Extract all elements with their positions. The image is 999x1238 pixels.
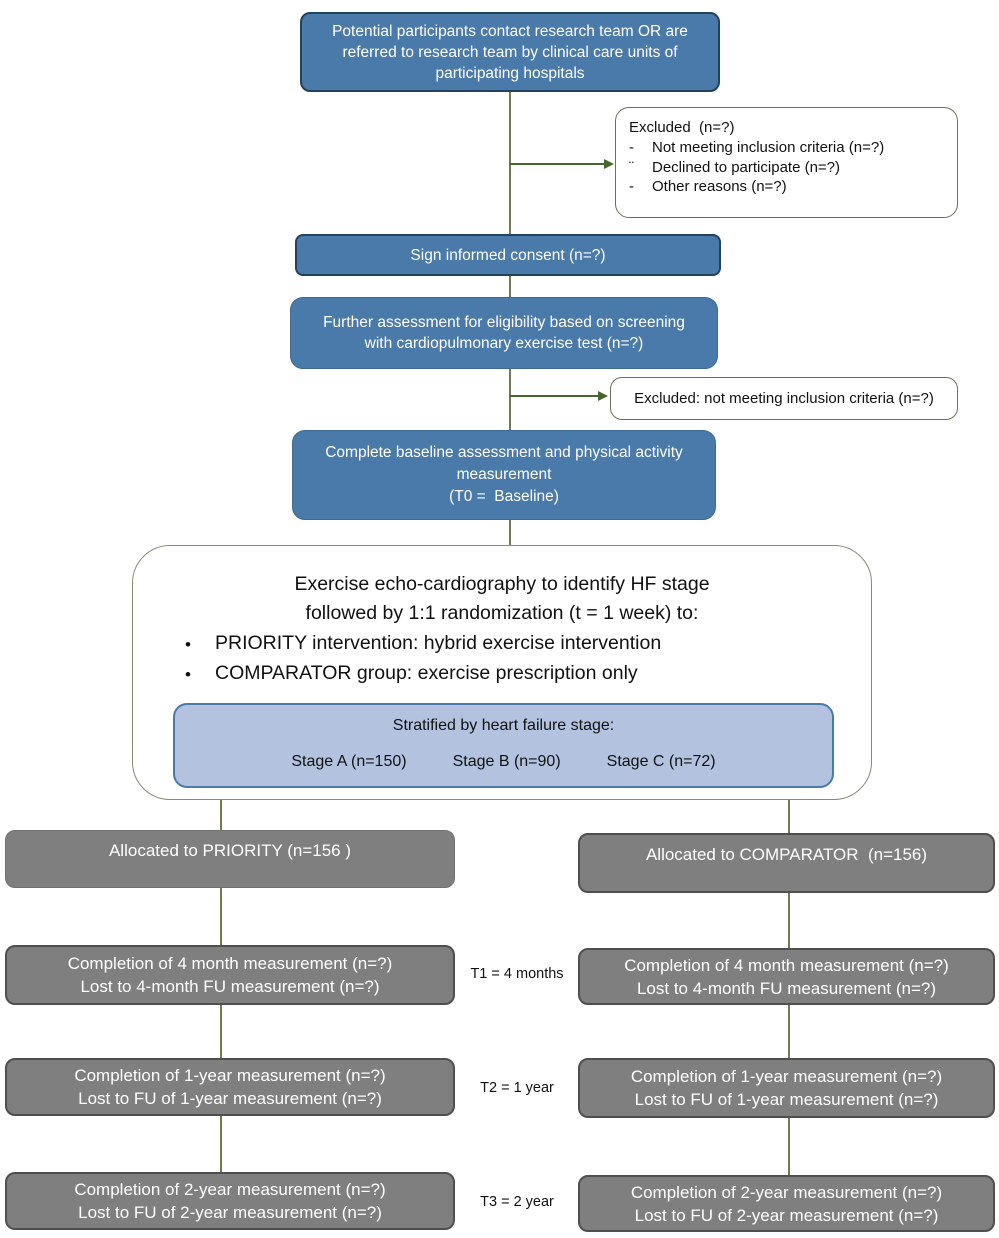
priority-t2-line2: Lost to FU of 1-year measurement (n=?) xyxy=(78,1089,382,1108)
stratified-title: Stratified by heart failure stage: xyxy=(392,717,615,734)
assessment-box xyxy=(290,297,718,369)
randomization-heading xyxy=(133,570,871,628)
priority-arm-text: PRIORITY intervention: hybrid exercise intervention xyxy=(215,632,662,654)
comparator-t3-line2: Lost to FU of 2-year measurement (n=?) xyxy=(634,1205,939,1225)
excluded-box xyxy=(615,107,958,218)
stage-b: Stage B (n=90) xyxy=(452,753,561,770)
priority-t2-box xyxy=(5,1058,455,1116)
excluded-item xyxy=(616,158,957,178)
excluded-title: Excluded (n=?) xyxy=(629,119,735,136)
excluded-screening-box xyxy=(610,377,958,420)
allocated-comparator-box xyxy=(578,833,995,893)
recruitment-box xyxy=(300,12,720,92)
timepoint-t1-label: T1 = 4 months xyxy=(470,966,564,982)
stratified-box xyxy=(173,703,834,788)
comparator-t2-box xyxy=(578,1058,995,1118)
excluded-item xyxy=(616,138,957,158)
comparator-t3-line1: Completion of 2-year measurement (n=?) xyxy=(630,1182,943,1202)
excluded-screening-text: Excluded: not meeting inclusion criteria (n=?) xyxy=(634,390,934,407)
stratified-stages xyxy=(291,753,715,771)
bullet-icon: • xyxy=(185,635,191,654)
randomization-bullets xyxy=(185,629,871,689)
priority-t2-line1: Completion of 1-year measurement (n=?) xyxy=(74,1066,386,1085)
randomization-heading-line1: Exercise echo-cardiography to identify HF stage xyxy=(294,573,710,595)
priority-t3-box xyxy=(5,1172,455,1230)
allocated-priority-box xyxy=(5,830,455,888)
baseline-line1: Complete baseline assessment and physical activity xyxy=(325,444,683,461)
consent-box xyxy=(295,234,721,276)
randomization-heading-line2: followed by 1:1 randomization (t = 1 week) to: xyxy=(305,602,699,624)
comparator-t2-line1: Completion of 1-year measurement (n=?) xyxy=(630,1067,943,1086)
excluded-item-text: Not meeting inclusion criteria (n=?) xyxy=(652,139,885,156)
comparator-arm-text: COMPARATOR group: exercise prescription only xyxy=(215,662,638,684)
comparator-t1-line2: Lost to 4-month FU measurement (n=?) xyxy=(636,978,937,998)
comparator-t1-box xyxy=(578,948,995,1005)
randomization-box xyxy=(132,545,872,800)
consent-text: Sign informed consent (n=?) xyxy=(410,246,606,264)
excluded-item-text: Declined to participate (n=?) xyxy=(652,158,841,176)
comparator-t3-box xyxy=(578,1175,995,1232)
priority-t1-line1: Completion of 4 month measurement (n=?) xyxy=(67,954,393,973)
baseline-box xyxy=(292,430,716,520)
stage-c: Stage C (n=72) xyxy=(606,753,716,770)
excluded-branch-line xyxy=(510,163,604,165)
timepoint-t3-label: T3 = 2 year xyxy=(480,1194,554,1210)
excluded-item-text: Other reasons (n=?) xyxy=(652,178,787,195)
baseline-line3: (T0 = Baseline) xyxy=(449,488,559,505)
dash-bullet-icon: - xyxy=(629,178,634,195)
stage-a: Stage A (n=150) xyxy=(291,753,407,770)
baseline-line2: measurement xyxy=(456,466,552,483)
timepoint-t2-label: T2 = 1 year xyxy=(480,1080,554,1096)
priority-t3-line1: Completion of 2-year measurement (n=?) xyxy=(74,1180,386,1199)
arrow-right-icon xyxy=(598,391,608,401)
recruitment-text: Potential participants contact research team OR are referred to research team by clinical care units of participating hospitals xyxy=(332,22,688,82)
comparator-t1-line1: Completion of 4 month measurement (n=?) xyxy=(624,955,949,975)
dot-bullet-icon: ¨ xyxy=(629,158,634,176)
allocated-comparator-text: Allocated to COMPARATOR (n=156) xyxy=(645,845,928,864)
allocated-priority-text: Allocated to PRIORITY (n=156 ) xyxy=(108,841,352,860)
comparator-t2-line2: Lost to FU of 1-year measurement (n=?) xyxy=(634,1090,939,1109)
bullet-icon: • xyxy=(185,665,191,684)
randomization-bullet-item xyxy=(185,659,871,689)
priority-t1-box xyxy=(5,945,455,1005)
arrow-right-icon xyxy=(604,159,614,169)
priority-t1-line2: Lost to 4-month FU measurement (n=?) xyxy=(80,977,380,996)
priority-t3-line2: Lost to FU of 2-year measurement (n=?) xyxy=(78,1203,382,1222)
excluded-screening-branch-line xyxy=(510,395,598,397)
dash-bullet-icon: - xyxy=(629,139,634,156)
randomization-bullet-item xyxy=(185,629,871,659)
assessment-text: Further assessment for eligibility based on screening with cardiopulmonary exercise test (n=?) xyxy=(323,314,685,352)
excluded-item xyxy=(616,177,957,197)
